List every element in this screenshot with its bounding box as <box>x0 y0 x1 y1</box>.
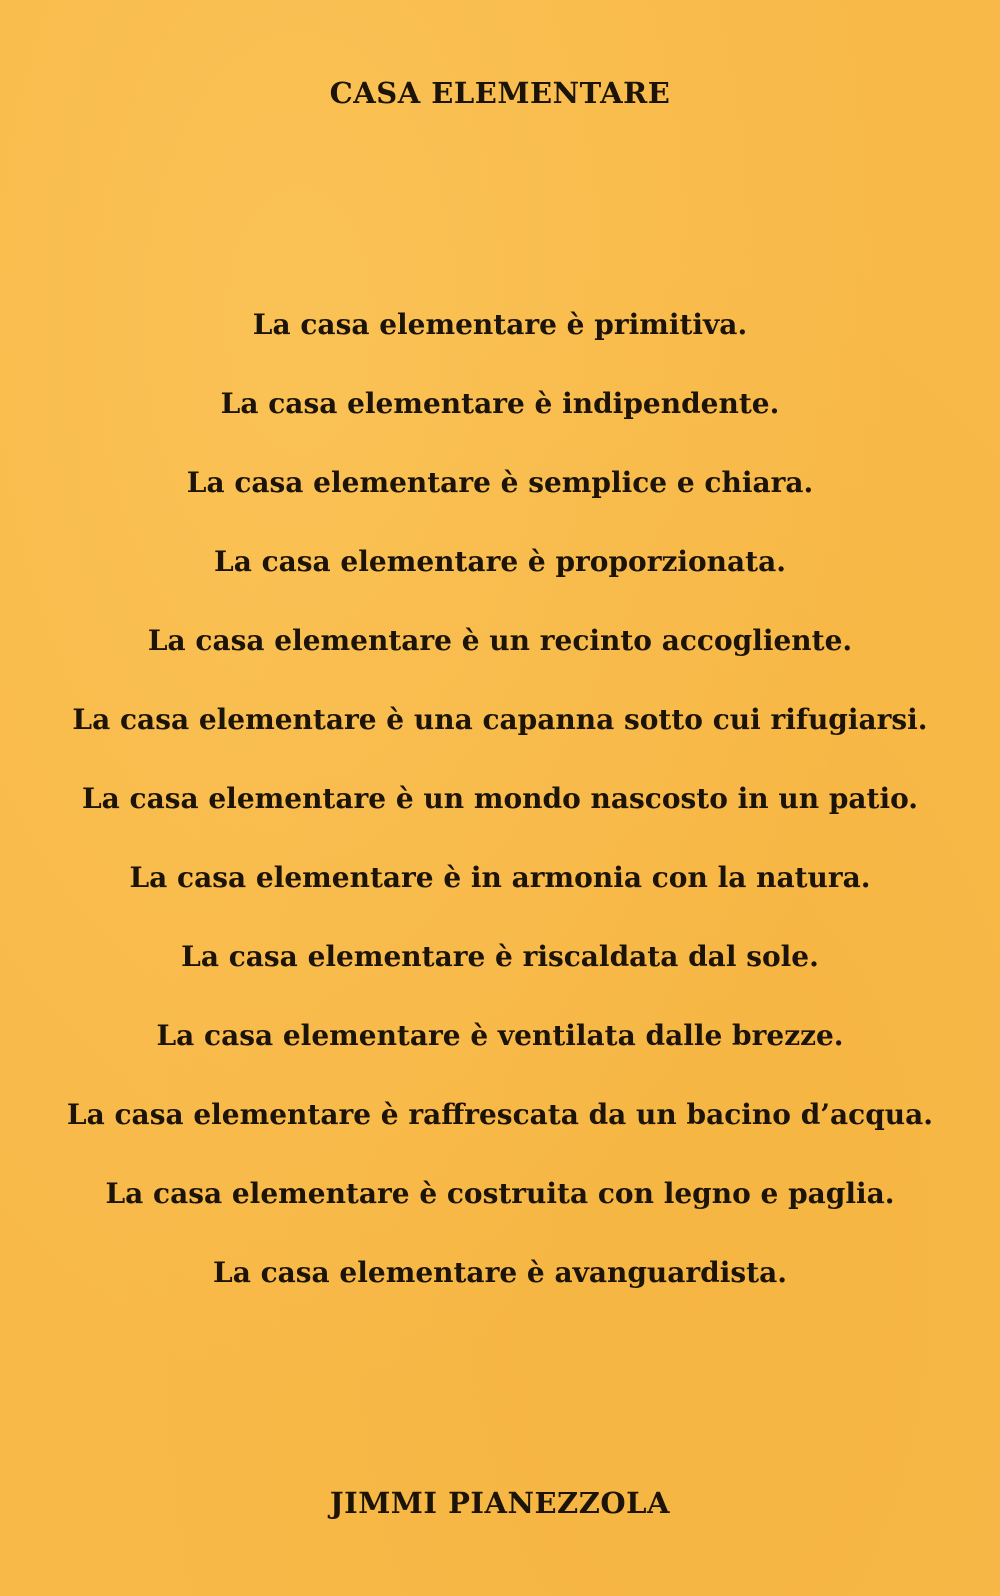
verse-line: La casa elementare è costruita con legno e paglia. <box>105 1177 895 1210</box>
verse-line: La casa elementare è semplice e chiara. <box>186 466 814 499</box>
author-name: JIMMI PIANEZZOLA <box>329 1486 671 1520</box>
verse-line: La casa elementare è un mondo nascosto in un patio. <box>81 782 919 815</box>
poem-title: CASA ELEMENTARE <box>329 76 671 110</box>
verse-line: La casa elementare è primitiva. <box>252 308 748 341</box>
verse-line: La casa elementare è un recinto accogliente. <box>147 624 853 657</box>
verse-line: La casa elementare è proporzionata. <box>214 545 786 578</box>
poem-verses <box>0 300 1000 1327</box>
verse-line: La casa elementare è ventilata dalle brezze. <box>156 1019 844 1052</box>
verse-line: La casa elementare è indipendente. <box>220 387 780 420</box>
verse-line: La casa elementare è avanguardista. <box>213 1256 787 1289</box>
verse-line: La casa elementare è una capanna sotto cui rifugiarsi. <box>72 703 928 736</box>
verse-line: La casa elementare è riscaldata dal sole. <box>181 940 819 973</box>
verse-line: La casa elementare è raffrescata da un bacino d’acqua. <box>66 1098 934 1131</box>
verse-line: La casa elementare è in armonia con la natura. <box>129 861 871 894</box>
